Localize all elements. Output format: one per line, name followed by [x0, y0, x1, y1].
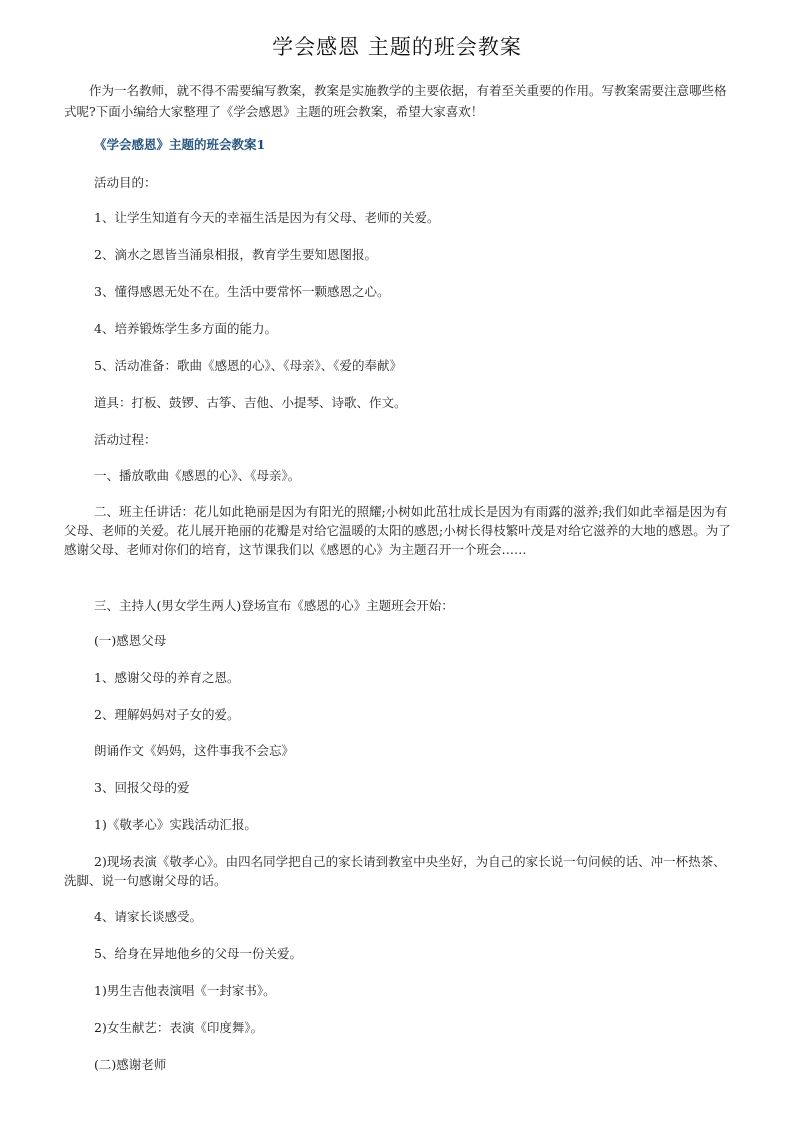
paragraph-step-3: 三、主持人(男女学生两人)登场宣布《感恩的心》主题班会开始：	[94, 598, 454, 613]
section-heading: 《学会感恩》主题的班会教案1	[94, 137, 266, 152]
paragraph-goal-2: 2、滴水之恩皆当涌泉相报，教育学生要知恩图报。	[94, 247, 377, 262]
paragraph-parents-5: 5、给身在异地他乡的父母一份关爱。	[94, 946, 302, 961]
paragraph-filial-performance: 2)现场表演《敬孝心》。由四名同学把自己的家长请到教室中央坐好，为自己的家长说一句问候的话、冲一杯热茶、洗脚、说一句感谢父母的话。	[64, 854, 726, 888]
paragraph-dance: 2)女生献艺：表演《印度舞》。	[94, 1020, 264, 1035]
paragraph-filial-report: 1)《敬孝心》实践活动汇报。	[94, 817, 257, 832]
paragraph-goal-5: 5、活动准备：歌曲《感恩的心》、《母亲》、《爱的奉献》	[94, 358, 402, 373]
document-title: 学会感恩 主题的班会教案	[272, 35, 522, 59]
paragraph-props: 道具：打板、鼓锣、古筝、吉他、小提琴、诗歌、作文。	[94, 395, 407, 410]
paragraph-activity-goal-label: 活动目的：	[94, 175, 157, 190]
paragraph-parents-1: 1、感谢父母的养育之恩。	[94, 670, 240, 685]
paragraph-goal-4: 4、培养锻炼学生多方面的能力。	[94, 321, 277, 336]
paragraph-process-label: 活动过程：	[94, 432, 157, 447]
intro-paragraph: 作为一名教师，就不得不需要编写教案，教案是实施教学的主要依据，有着至关重要的作用。写教案需要注意哪些格式呢?下面小编给大家整理了《学会感恩》主题的班会教案，希望大家喜欢！	[64, 83, 727, 119]
paragraph-parents-2: 2、理解妈妈对子女的爱。	[94, 707, 240, 722]
paragraph-parents-4: 4、请家长谈感受。	[94, 909, 202, 924]
paragraph-guitar-song: 1)男生吉他表演唱《一封家书》。	[94, 983, 276, 998]
paragraph-recitation: 朗诵作文《妈妈，这件事我不会忘》	[94, 743, 295, 758]
paragraph-parents-3: 3、回报父母的爱	[94, 780, 190, 795]
paragraph-thank-parents: (一)感恩父母	[94, 633, 167, 648]
paragraph-step-1: 一、播放歌曲《感恩的心》、《母亲》。	[94, 468, 301, 483]
paragraph-step-2: 二、班主任讲话：花儿如此艳丽是因为有阳光的照耀;小树如此茁壮成长是因为有雨露的滋养;我们如此幸福是因为有父母、老师的关爱。花儿展开艳丽的花瓣是对给它温暖的太阳的感恩;小树长得枝繁叶茂是对给它滋养的大地的感恩。为了感谢父母、老师对你们的培育，这节课我们以《感恩的心》为主题召开一个班会……	[64, 504, 731, 557]
paragraph-goal-1: 1、让学生知道有今天的幸福生活是因为有父母、老师的关爱。	[94, 210, 440, 225]
paragraph-goal-3: 3、懂得感恩无处不在。生活中要常怀一颗感恩之心。	[94, 284, 390, 299]
paragraph-thank-teachers: (二)感谢老师	[94, 1057, 167, 1072]
